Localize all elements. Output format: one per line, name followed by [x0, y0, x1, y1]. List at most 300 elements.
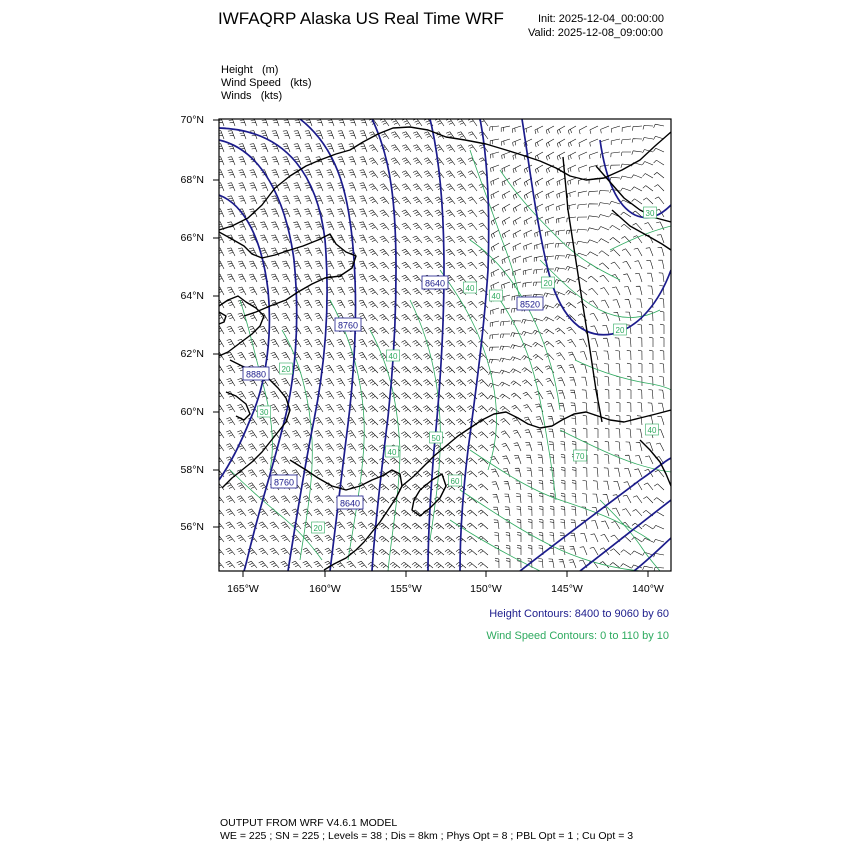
- wind-barb: [643, 198, 653, 204]
- wind-barb: [653, 148, 664, 152]
- wind-barb: [517, 545, 521, 555]
- wind-barb: [250, 144, 257, 152]
- wind-barb: [402, 275, 411, 282]
- wind-barb: [571, 520, 576, 529]
- wind-barb: [568, 178, 576, 185]
- wind-barb: [325, 418, 334, 426]
- wind-barb: [514, 443, 521, 451]
- wind-barb: [337, 391, 346, 399]
- wind-barb: [491, 165, 500, 172]
- wind-barb: [402, 184, 411, 191]
- wind-barb: [528, 519, 532, 529]
- wind-barb: [467, 471, 477, 477]
- wind-barb: [660, 298, 664, 308]
- wind-barb: [237, 404, 246, 412]
- wind-barb: [523, 269, 532, 275]
- wind-barb: [468, 132, 477, 139]
- wind-barb: [528, 506, 532, 516]
- wind-barb: [568, 126, 576, 134]
- wind-barb: [580, 547, 587, 555]
- wind-barb: [282, 274, 290, 282]
- wind-barb: [226, 548, 235, 555]
- wind-barb: [380, 340, 390, 347]
- wind-barb: [627, 389, 631, 399]
- wind-barb: [424, 223, 433, 230]
- wind-barb: [259, 431, 268, 439]
- wind-barb: [401, 393, 411, 399]
- wind-barb: [390, 523, 400, 529]
- height-contour-1: [219, 195, 269, 480]
- wind-barb: [578, 204, 587, 209]
- wind-barb: [655, 470, 664, 477]
- wind-barb: [315, 261, 323, 269]
- wind-barb: [591, 521, 598, 530]
- wind-barb: [227, 209, 235, 217]
- wind-barb: [260, 339, 268, 347]
- wind-barb: [456, 406, 466, 412]
- wind-barb: [632, 151, 642, 155]
- wind-barb: [516, 481, 521, 490]
- wind-barb: [649, 324, 653, 334]
- wind-barb: [522, 356, 533, 361]
- wind-barb: [610, 549, 620, 555]
- wind-barb: [523, 392, 532, 399]
- wind-barb: [446, 223, 455, 230]
- wind-barb: [599, 263, 609, 269]
- wind-barb: [259, 535, 268, 542]
- wind-barb: [643, 566, 653, 570]
- wind-barb: [368, 393, 378, 399]
- wind-barb: [401, 445, 411, 451]
- wind-barb: [228, 183, 235, 191]
- wind-barb: [402, 353, 412, 360]
- wind-barb: [611, 262, 620, 269]
- wind-barb: [513, 204, 521, 212]
- wind-barb: [594, 402, 598, 412]
- wind-barb: [238, 274, 246, 282]
- wind-barb: [380, 262, 389, 269]
- wind-barb: [627, 402, 631, 412]
- wind-barb: [583, 415, 587, 425]
- wind-barb: [413, 132, 422, 139]
- lat-label-66: 66°N: [180, 232, 204, 244]
- wind-barb: [349, 131, 356, 139]
- wind-barb: [500, 334, 510, 338]
- wind-barb: [336, 444, 345, 451]
- wind-barb: [315, 287, 323, 295]
- wind-barb: [570, 377, 577, 386]
- wind-barb: [446, 301, 455, 308]
- wind-barb: [655, 197, 664, 204]
- wind-barb: [248, 431, 257, 439]
- wind-barb: [502, 282, 511, 289]
- wind-barb: [568, 152, 576, 160]
- wind-barb: [369, 210, 378, 217]
- wind-barb: [648, 403, 653, 412]
- wind-label-text: 30: [645, 209, 655, 218]
- wind-barb: [633, 509, 643, 516]
- wind-barb: [338, 131, 345, 139]
- wind-barb: [456, 562, 466, 568]
- wind-barb: [468, 158, 477, 165]
- wind-barb: [599, 191, 609, 195]
- wind-barb: [250, 183, 257, 191]
- wind-barb: [588, 252, 599, 256]
- wind-barb: [654, 498, 664, 503]
- wind-barb: [588, 276, 598, 282]
- wind-barb: [347, 457, 356, 464]
- wind-barb: [434, 510, 444, 516]
- wind-barb: [568, 352, 576, 360]
- wind-barb: [600, 139, 609, 146]
- wind-barb: [412, 549, 422, 555]
- wind-barb: [445, 562, 455, 568]
- wind-barb: [402, 288, 411, 295]
- wind-barb: [654, 124, 664, 128]
- wind-barb: [304, 248, 312, 256]
- wind-barb: [283, 196, 291, 204]
- wind-barb: [435, 353, 445, 360]
- wind-barb: [467, 432, 477, 438]
- wind-barb: [571, 403, 576, 412]
- legend-wind-speed-unit: (kts): [290, 77, 312, 89]
- wind-barb: [601, 126, 609, 133]
- wind-barb: [524, 191, 532, 199]
- wind-barb: [259, 418, 268, 426]
- wind-contour-label: [386, 446, 399, 457]
- lon-label-140: 140°W: [632, 583, 664, 595]
- wind-barb: [501, 418, 511, 425]
- wind-barb: [467, 562, 477, 568]
- wind-barb: [546, 126, 554, 134]
- wind-barb: [572, 467, 576, 477]
- wind-barb: [601, 534, 609, 542]
- wind-barb: [556, 230, 565, 235]
- wind-barb: [546, 217, 555, 224]
- wind-barb: [502, 217, 510, 225]
- wind-barb: [237, 535, 246, 542]
- wind-barb: [226, 483, 235, 490]
- wind-barb: [445, 497, 455, 503]
- wind-barb: [579, 139, 587, 147]
- wind-barb: [446, 210, 455, 217]
- wind-barb: [478, 536, 488, 542]
- wind-barb: [412, 432, 422, 438]
- wind-barb: [550, 493, 554, 503]
- wind-barb: [261, 144, 268, 152]
- wind-barb: [413, 327, 423, 334]
- wind-barb: [227, 365, 236, 373]
- wind-barb: [645, 456, 653, 464]
- wind-barb: [368, 419, 378, 425]
- wind-barb: [326, 339, 334, 347]
- wind-barb: [568, 139, 576, 147]
- wind-barb: [216, 261, 224, 269]
- wind-barb: [380, 184, 389, 191]
- wind-barb: [226, 509, 235, 516]
- wind-barb: [624, 287, 631, 296]
- wind-barb: [326, 378, 335, 386]
- height-label-text: 8760: [337, 320, 359, 331]
- wind-barb: [217, 170, 224, 178]
- wind-label-text: 40: [491, 292, 501, 301]
- wind-barb: [271, 287, 279, 295]
- wind-barb: [248, 561, 257, 568]
- wind-barb: [510, 357, 521, 361]
- wind-barb: [495, 545, 499, 555]
- coastline-north-slope: [219, 127, 671, 230]
- wind-barb: [490, 321, 499, 327]
- wind-barb: [424, 145, 433, 152]
- wind-barb: [546, 378, 554, 386]
- wind-barb: [594, 428, 598, 438]
- wind-barb: [622, 249, 631, 256]
- wind-barb: [303, 561, 312, 568]
- wind-barb: [379, 536, 389, 542]
- wind-barb: [468, 210, 477, 217]
- wind-barb: [523, 256, 532, 263]
- wind-barb: [337, 339, 345, 347]
- wind-barb: [336, 404, 345, 412]
- wind-barb: [326, 391, 335, 399]
- wind-barb: [259, 561, 268, 568]
- wind-barb: [546, 178, 554, 186]
- wind-barb: [304, 300, 312, 308]
- wind-barb: [358, 548, 367, 555]
- wind-barb: [281, 444, 290, 451]
- wind-barb: [226, 418, 235, 426]
- wind-barb: [369, 197, 378, 204]
- wind-barb: [337, 300, 345, 308]
- wind-barb: [217, 144, 224, 152]
- wind-barb: [435, 262, 444, 269]
- wind-barb: [600, 275, 609, 282]
- wind-barb: [534, 269, 543, 274]
- wind-barb: [368, 367, 378, 374]
- wind-barb: [544, 305, 555, 309]
- wind-barb: [478, 432, 488, 438]
- wind-barb: [294, 144, 301, 152]
- wind-barb: [435, 301, 444, 308]
- wind-barb: [622, 509, 631, 516]
- wind-barb: [402, 340, 412, 347]
- wind-contour-label: [646, 424, 659, 435]
- wind-barb: [537, 442, 543, 451]
- wind-barb: [445, 393, 455, 399]
- wind-barb: [379, 523, 389, 529]
- wind-barb: [401, 523, 411, 529]
- wind-barb: [599, 251, 609, 256]
- wind-barb: [227, 274, 235, 282]
- wind-barb: [283, 183, 290, 191]
- wind-barb: [380, 210, 389, 217]
- wind-barb: [270, 522, 279, 529]
- wind-barb: [402, 327, 412, 334]
- wind-contour-label: [312, 522, 325, 533]
- wind-barb: [445, 432, 455, 438]
- wind-barb: [457, 184, 466, 191]
- wind-barb: [523, 405, 532, 413]
- wind-barb: [632, 139, 642, 143]
- wind-barb: [456, 497, 466, 503]
- wind-barb: [216, 339, 224, 347]
- wind-barb: [491, 282, 499, 290]
- wind-barb: [402, 262, 411, 269]
- lat-label-58: 58°N: [180, 464, 204, 476]
- wind-barb: [249, 274, 257, 282]
- wind-barb: [457, 223, 466, 230]
- wind-barb: [561, 480, 565, 490]
- wind-barb: [515, 468, 521, 477]
- wind-barb: [626, 442, 631, 451]
- wind-barb: [390, 393, 400, 399]
- wind-barb: [260, 222, 268, 230]
- wind-barb: [445, 536, 455, 542]
- wind-barb: [456, 445, 466, 451]
- wind-barb: [369, 249, 378, 256]
- wind-barb: [525, 430, 532, 438]
- wind-label-text: 40: [647, 426, 657, 435]
- wind-barb: [626, 338, 631, 348]
- wind-barb: [424, 210, 433, 217]
- height-contour-3: [219, 128, 327, 571]
- wind-barb: [546, 191, 554, 199]
- wind-barb: [478, 471, 488, 477]
- wind-barb: [294, 196, 302, 204]
- wind-barb: [380, 275, 389, 282]
- wind-barb: [555, 328, 565, 334]
- wind-barb: [572, 493, 576, 503]
- wind-barb: [539, 493, 543, 503]
- wind-barb: [638, 350, 642, 360]
- wind-label-text: 40: [465, 284, 475, 293]
- lat-label-56: 56°N: [180, 521, 204, 533]
- wind-barb: [502, 191, 510, 199]
- wind-barb: [468, 197, 477, 204]
- wind-barb: [456, 380, 466, 387]
- wind-barb: [259, 470, 268, 477]
- wind-barb: [401, 497, 411, 503]
- wind-barb: [369, 353, 379, 360]
- wind-barb: [347, 522, 356, 529]
- wind-barb: [513, 256, 521, 263]
- wind-barb: [604, 364, 609, 373]
- wind-barb: [550, 519, 554, 529]
- wind-barb: [527, 481, 532, 491]
- wind-barb: [348, 365, 357, 373]
- wind-barb: [579, 152, 587, 160]
- wind-barb: [281, 431, 290, 439]
- wind-barb: [457, 353, 467, 360]
- wind-barb: [616, 415, 620, 425]
- wind-barb: [579, 126, 587, 134]
- wind-barb: [281, 535, 290, 542]
- wind-barb: [513, 139, 521, 146]
- wind-barb: [491, 243, 499, 251]
- wind-barb: [599, 239, 609, 243]
- legend-winds-name: Winds: [221, 90, 252, 102]
- wind-barb: [402, 210, 411, 217]
- wind-barb: [592, 351, 598, 360]
- wind-barb: [457, 145, 466, 152]
- height-label-text: 8760: [273, 477, 295, 488]
- wind-barb: [490, 152, 499, 158]
- wind-barb: [489, 359, 499, 363]
- wind-barb: [227, 300, 235, 308]
- wind-barb: [271, 235, 279, 243]
- wind-barb: [303, 496, 312, 503]
- wind-barb: [638, 324, 643, 334]
- wind-barb: [401, 458, 411, 464]
- wind-barb: [468, 223, 477, 230]
- wind-barb: [336, 431, 345, 439]
- wind-barb: [556, 217, 565, 223]
- wind-barb: [456, 458, 466, 464]
- wind-barb: [379, 432, 389, 438]
- wind-barb: [591, 534, 599, 542]
- wind-barb: [659, 377, 664, 387]
- wind-barb: [402, 171, 411, 178]
- wind-barb: [489, 347, 499, 351]
- wind-barb: [259, 548, 268, 555]
- wind-barb: [535, 178, 543, 186]
- wind-barb: [604, 455, 609, 465]
- wind-barb: [412, 419, 422, 425]
- wind-barb: [610, 177, 620, 181]
- wind-barb: [457, 275, 466, 282]
- wind-barb: [358, 418, 367, 426]
- height-label-text: 8880: [245, 369, 267, 380]
- wind-label-text: 70: [575, 452, 585, 461]
- wind-barb: [326, 222, 334, 230]
- border-ak-canada: [563, 157, 602, 422]
- wind-barb: [238, 235, 246, 243]
- wind-barb: [605, 428, 609, 438]
- wind-barb: [633, 223, 643, 230]
- wind-barb: [636, 442, 642, 451]
- wind-barb: [544, 341, 554, 347]
- wind-label-text: 40: [387, 448, 397, 457]
- wind-barb: [616, 389, 620, 399]
- wind-barb: [271, 391, 280, 399]
- wind-barb: [513, 243, 521, 251]
- wind-barb: [625, 299, 631, 308]
- wind-barb: [337, 209, 345, 217]
- wind-barb: [557, 191, 565, 198]
- wind-barb: [660, 311, 664, 321]
- wind-barb: [593, 494, 599, 503]
- wind-barb: [401, 562, 411, 568]
- wind-barb: [227, 248, 235, 256]
- wind-barb: [539, 480, 543, 490]
- wind-barb: [600, 288, 609, 296]
- wind-barb: [502, 443, 510, 451]
- lat-label-64: 64°N: [180, 290, 204, 302]
- wind-barb: [215, 418, 224, 426]
- wind-barb: [412, 406, 422, 412]
- wind-barb: [250, 170, 257, 178]
- wind-barb: [413, 197, 422, 204]
- wind-barb: [282, 326, 290, 334]
- wind-barb: [368, 484, 378, 490]
- wind-label-text: 20: [543, 279, 553, 288]
- wind-barb: [435, 184, 444, 191]
- wind-barb: [610, 250, 620, 256]
- wind-barb: [646, 248, 653, 256]
- wind-barb: [637, 299, 643, 308]
- height-contour-label: [335, 318, 361, 331]
- wind-barb: [557, 178, 565, 186]
